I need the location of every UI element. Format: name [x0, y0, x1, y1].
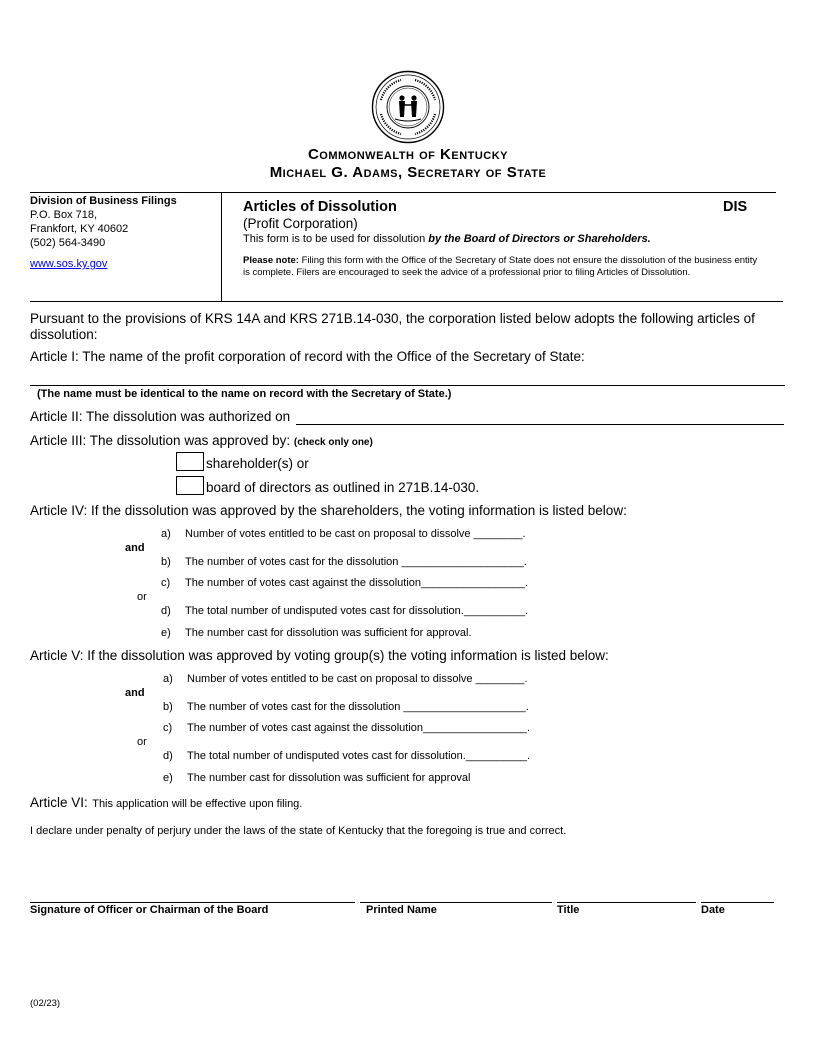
title-label: Title	[557, 904, 580, 916]
date-field[interactable]	[701, 902, 774, 903]
form-subtitle: (Profit Corporation)	[243, 216, 358, 231]
article5-or: or	[137, 736, 147, 748]
article4-item-b-text[interactable]: The number of votes cast for the dissolution ____________________.	[185, 556, 527, 568]
date-label: Date	[701, 904, 725, 916]
officer-signature-field[interactable]	[30, 902, 355, 903]
article3-hint: (check only one)	[293, 437, 373, 448]
article4-text: Article IV: If the dissolution was approved by the shareholders, the voting information is listed below:	[30, 503, 627, 518]
article1-note: (The name must be identical to the name on record with the Secretary of State.)	[37, 388, 452, 400]
authorization-date-field[interactable]	[296, 424, 784, 425]
form-usage	[243, 233, 651, 245]
form-note	[243, 255, 763, 278]
division-address-line2: Frankfort, KY 40602	[30, 223, 129, 235]
article5-item-c-letter: c)	[163, 722, 173, 734]
printed-name-label: Printed Name	[366, 904, 437, 916]
division-phone: (502) 564-3490	[30, 237, 106, 249]
article6-line	[30, 794, 302, 812]
form-title: Articles of Dissolution	[243, 199, 397, 215]
article5-item-b-text[interactable]: The number of votes cast for the dissolution ____________________.	[187, 701, 529, 713]
article5-item-e-letter: e)	[163, 772, 173, 784]
shareholders-checkbox[interactable]	[176, 452, 204, 471]
shareholders-option-label: shareholder(s) or	[206, 456, 309, 471]
article4-item-b-letter: b)	[161, 556, 171, 568]
article5-text: Article V: If the dissolution was approved by voting group(s) the voting information is listed below:	[30, 648, 609, 663]
form-usage-prefix: This form is to be used for dissolution	[243, 233, 429, 245]
form-note-text: Filing this form with the Office of the Secretary of State does not ensure the dissolution of the business entity is complete. Filers are encouraged to seek the advice of a professional prior to filing Articles of Dissolution.	[243, 255, 758, 278]
officer-signature-label: Signature of Officer or Chairman of the Board	[30, 904, 269, 916]
article5-item-b-letter: b)	[163, 701, 173, 713]
article5-item-d-text[interactable]: The total number of undisputed votes cast for dissolution.__________.	[187, 750, 531, 762]
article4-item-e-letter: e)	[161, 627, 171, 639]
article4-or: or	[137, 591, 147, 603]
article6-text: This application will be effective upon filing.	[92, 798, 303, 810]
header-bottom-rule	[30, 301, 783, 302]
corporation-name-field[interactable]	[30, 385, 785, 386]
article4-item-e-text: The number cast for dissolution was sufficient for approval.	[185, 627, 472, 639]
article5-item-d-letter: d)	[163, 750, 173, 762]
article4-item-a-letter: a)	[161, 528, 171, 540]
article5-item-e-text: The number cast for dissolution was sufficient for approval	[187, 772, 471, 784]
article4-item-c-text[interactable]: The number of votes cast against the dissolution_________________.	[185, 577, 529, 589]
article6-label: Article VI:	[30, 795, 88, 810]
title-field[interactable]	[557, 902, 696, 903]
article1-text: Article I: The name of the profit corporation of record with the Office of the Secretary of State:	[30, 349, 585, 364]
form-revision-date: (02/23)	[30, 998, 61, 1009]
board-of-directors-checkbox[interactable]	[176, 476, 204, 495]
form-usage-emphasis: by the Board of Directors or Shareholders.	[428, 233, 651, 245]
article4-item-d-letter: d)	[161, 605, 171, 617]
article4-item-c-letter: c)	[161, 577, 171, 589]
article5-item-a-text[interactable]: Number of votes entitled to be cast on proposal to dissolve ________.	[187, 673, 528, 685]
printed-name-field[interactable]	[360, 902, 552, 903]
article4-item-a-text[interactable]: Number of votes entitled to be cast on proposal to dissolve ________.	[185, 528, 526, 540]
division-address-line1: P.O. Box 718,	[30, 209, 98, 221]
division-title: Division of Business Filings	[30, 195, 177, 207]
board-option-label: board of directors as outlined in 271B.14-030.	[206, 480, 480, 495]
sos-website-link[interactable]: www.sos.ky.gov	[30, 258, 108, 270]
intro-paragraph: Pursuant to the provisions of KRS 14A and KRS 271B.14-030, the corporation listed below adopts the following articles of dissolution:	[30, 311, 755, 342]
state-seal-logo	[371, 70, 445, 144]
article3-text: Article III: The dissolution was approved by:	[30, 433, 291, 448]
form-note-label: Please note:	[243, 255, 299, 266]
secretary-name-heading: Michael G. Adams, Secretary of State	[269, 164, 547, 181]
article5-item-c-text[interactable]: The number of votes cast against the dissolution_________________.	[187, 722, 531, 734]
article4-item-d-text[interactable]: The total number of undisputed votes cast for dissolution.__________.	[185, 605, 529, 617]
article3-line	[30, 433, 373, 448]
state-name-heading: Commonwealth of Kentucky	[307, 146, 509, 163]
declaration-text: I declare under penalty of perjury under the laws of the state of Kentucky that the foregoing is true and correct.	[30, 825, 567, 837]
header-divider	[221, 193, 222, 301]
article4-and: and	[125, 542, 145, 554]
article5-and: and	[125, 687, 145, 699]
form-code: DIS	[723, 199, 748, 215]
article5-item-a-letter: a)	[163, 673, 173, 685]
header-top-rule	[30, 192, 776, 193]
article2-text: Article II: The dissolution was authorized on	[30, 409, 291, 424]
